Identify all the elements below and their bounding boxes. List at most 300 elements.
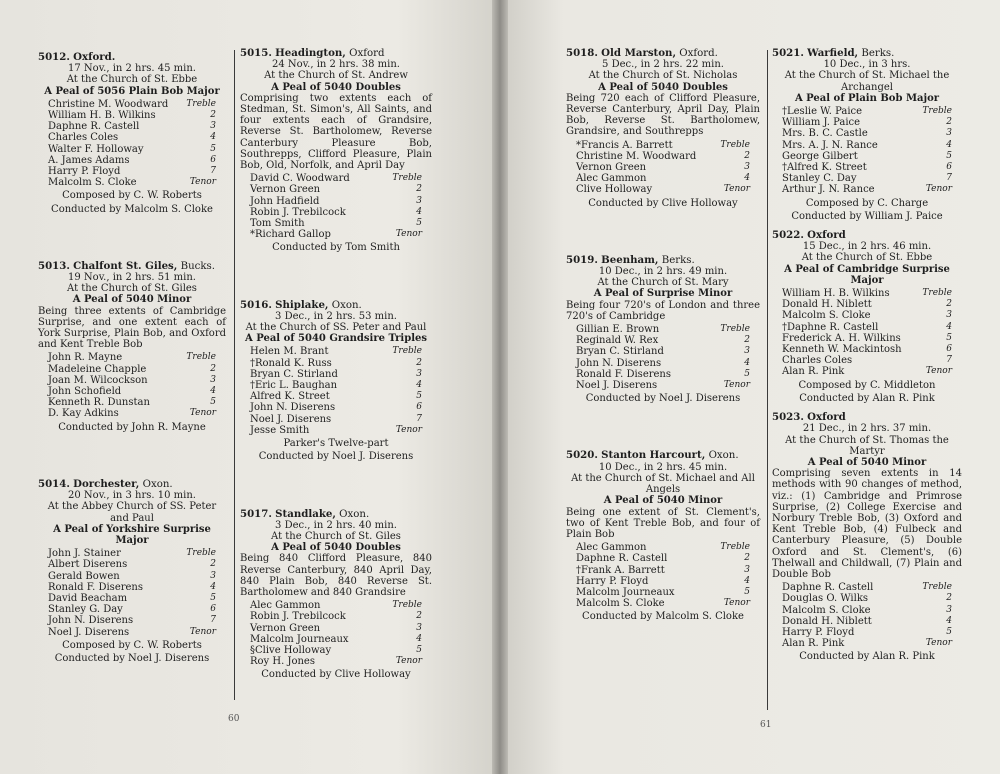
ringer-row xyxy=(772,162,962,173)
ringer-position: Tenor xyxy=(723,598,750,609)
ringer-position: 2 xyxy=(210,559,216,570)
ringer-name: Tom Smith xyxy=(250,218,305,230)
ringer-position: Treble xyxy=(392,346,422,357)
ringer-position: 4 xyxy=(946,321,952,332)
peal-entry xyxy=(240,509,432,681)
ringer-row xyxy=(772,627,962,638)
ringer-position: 5 xyxy=(744,368,750,379)
ringer-name: †Leslie W. Paice xyxy=(782,106,863,118)
peal-date: 24 Nov., in 2 hrs. 38 min. xyxy=(272,59,400,71)
ringer-position: 5 xyxy=(210,397,216,408)
ringer-position: 4 xyxy=(946,615,952,626)
composed-by: Composed by C. W. Roberts xyxy=(62,190,202,202)
ringer-row xyxy=(38,144,226,155)
ringer-row xyxy=(38,375,226,386)
ringer-position: 3 xyxy=(946,310,952,321)
ringer-position: 5 xyxy=(210,592,216,603)
ringer-position: 4 xyxy=(416,633,422,644)
ringer-position: 3 xyxy=(416,195,422,206)
ringer-name: Kenneth R. Dunstan xyxy=(48,397,150,409)
peal-date: 19 Nov., in 2 hrs. 51 min. xyxy=(68,272,196,284)
conducted-by: Conducted by Tom Smith xyxy=(272,242,400,254)
ringer-name: A. James Adams xyxy=(48,154,130,166)
ringer-name: Roy H. Jones xyxy=(250,656,315,668)
ringer-row xyxy=(38,121,226,132)
composed-by: Parker's Twelve-part xyxy=(283,438,389,450)
peal-date: 3 Dec., in 2 hrs. 40 min. xyxy=(275,519,397,531)
ringer-position: 4 xyxy=(744,357,750,368)
peal-church: At the Church of St. Ebbe xyxy=(66,74,198,86)
ringer-row xyxy=(38,548,226,559)
peal-title: A Peal of 5040 Doubles xyxy=(271,542,401,554)
ringer-row xyxy=(772,299,962,310)
peal-county: Bucks. xyxy=(180,260,215,272)
peal-number: 5016. xyxy=(240,298,272,311)
ringer-name: William J. Paice xyxy=(782,117,861,129)
ringer-name: Kenneth W. Mackintosh xyxy=(782,344,902,356)
ringer-name: †Alfred K. Street xyxy=(782,162,867,174)
ringer-row xyxy=(240,184,432,195)
conducted-by: Conducted by Clive Holloway xyxy=(261,669,411,681)
ringer-name: †Eric L. Baughan xyxy=(250,380,338,392)
conducted-by: Conducted by Noel J. Diserens xyxy=(54,652,210,664)
peal-county: Oxford. xyxy=(679,48,718,59)
column-2 xyxy=(240,48,432,681)
ringer-name: Joan M. Wilcockson xyxy=(48,374,148,386)
peal-title: A Peal of 5040 Minor xyxy=(603,495,723,507)
ringer-name: Charles Coles xyxy=(782,355,853,367)
ringer-row xyxy=(240,207,432,218)
ringer-position: 5 xyxy=(210,143,216,154)
ringer-position: Tenor xyxy=(925,184,952,195)
ringer-name: Malcolm Journeaux xyxy=(250,633,349,645)
column-3 xyxy=(566,48,760,623)
ringer-position: 2 xyxy=(416,184,422,195)
peal-title: A Peal of 5040 Grandsire Triples xyxy=(244,333,428,345)
ringer-row xyxy=(38,352,226,363)
ringer-position: 2 xyxy=(210,110,216,121)
ringer-row xyxy=(240,218,432,229)
ringer-position: 5 xyxy=(946,150,952,161)
ringer-row xyxy=(566,346,760,357)
ringer-row xyxy=(566,542,760,553)
peal-entry xyxy=(772,230,962,404)
composed-by: Composed by C. W. Roberts xyxy=(62,639,202,651)
ringer-name: Malcolm S. Cloke xyxy=(576,598,665,610)
peal-date: 3 Dec., in 2 hrs. 53 min. xyxy=(275,310,397,322)
ringer-row xyxy=(772,344,962,355)
ringer-row xyxy=(772,288,962,299)
ringer-row xyxy=(240,173,432,184)
peal-place: Old Marston, xyxy=(601,47,677,59)
peal-number: 5018. xyxy=(566,47,598,59)
ringer-list xyxy=(38,548,226,638)
composed-by: Composed by C. Middleton xyxy=(798,379,936,391)
ringer-list xyxy=(772,582,962,649)
ringer-list xyxy=(240,173,432,240)
ringer-row xyxy=(38,364,226,375)
ringer-position: 7 xyxy=(210,166,216,177)
ringer-position: 6 xyxy=(946,344,952,355)
composed-by: Composed by C. Charge xyxy=(805,197,929,209)
ringer-position: Tenor xyxy=(395,656,422,667)
peal-place: Oxford. xyxy=(73,51,116,63)
ringer-row xyxy=(240,623,432,634)
ringer-row xyxy=(240,358,432,369)
peal-date: 10 Dec., in 2 hrs. 49 min. xyxy=(598,266,728,278)
ringer-list xyxy=(38,99,226,189)
ringer-name: Frederick A. H. Wilkins xyxy=(782,332,901,344)
ringer-name: §Clive Holloway xyxy=(250,644,332,656)
entry-heading xyxy=(38,479,226,490)
ringer-row xyxy=(566,335,760,346)
ringer-position: 5 xyxy=(416,391,422,402)
ringer-row xyxy=(772,128,962,139)
peal-church: At the Church of SS. Peter and Paul xyxy=(245,322,427,334)
ringer-name: Vernon Green xyxy=(250,184,321,196)
ringer-list xyxy=(240,346,432,436)
peal-place: Shiplake, xyxy=(275,298,329,311)
ringer-position: 7 xyxy=(416,413,422,424)
ringer-name: Vernon Green xyxy=(250,622,321,634)
ringer-row xyxy=(772,605,962,616)
page-number-left: 60 xyxy=(228,714,240,724)
ringer-row xyxy=(38,166,226,177)
ringer-position: 3 xyxy=(744,346,750,357)
ringer-name: Noel J. Diserens xyxy=(576,380,658,392)
conducted-by: Conducted by Malcolm S. Cloke xyxy=(582,611,744,623)
ringer-name: Ronald F. Diserens xyxy=(48,581,144,593)
ringer-row xyxy=(240,645,432,656)
column-rule-right xyxy=(767,50,768,710)
ringer-name: Arthur J. N. Rance xyxy=(782,184,875,196)
peal-place: Oxford xyxy=(807,411,846,424)
ringer-name: Walter F. Holloway xyxy=(48,143,144,155)
ringer-row xyxy=(772,184,962,195)
peal-title: A Peal of 5040 Minor xyxy=(807,456,927,468)
ringer-name: Bryan C. Stirland xyxy=(576,346,664,358)
conducted-by: Conducted by Malcolm S. Cloke xyxy=(51,203,213,215)
entry-heading xyxy=(38,52,226,63)
peal-county: Oxon. xyxy=(339,508,370,520)
peal-date: 15 Dec., in 2 hrs. 46 min. xyxy=(802,241,932,253)
ringer-list xyxy=(240,600,432,667)
peal-entry xyxy=(566,450,760,622)
entry-heading xyxy=(772,48,962,59)
ringer-position: Tenor xyxy=(395,229,422,240)
ringer-name: Jesse Smith xyxy=(250,424,310,436)
ringer-position: 2 xyxy=(946,593,952,604)
ringer-name: D. Kay Adkins xyxy=(48,408,119,420)
ringer-name: John Schofield xyxy=(48,386,122,398)
ringer-list xyxy=(38,352,226,419)
ringer-position: Tenor xyxy=(925,638,952,649)
ringer-position: 5 xyxy=(416,644,422,655)
ringer-row xyxy=(566,151,760,162)
peal-title: A Peal of 5040 Doubles xyxy=(271,81,401,93)
ringer-row xyxy=(38,615,226,626)
peal-date: 10 Dec., in 2 hrs. 45 min. xyxy=(598,461,728,473)
peal-date: 17 Nov., in 2 hrs. 45 min. xyxy=(68,63,196,75)
peal-title: A Peal of 5040 Doubles xyxy=(598,81,728,93)
peal-entry xyxy=(38,261,226,433)
ringer-row xyxy=(772,593,962,604)
ringer-position: 4 xyxy=(210,581,216,592)
ringer-name: Daphne R. Castell xyxy=(576,553,668,565)
ringer-name: Ronald F. Diserens xyxy=(576,368,672,380)
ringer-name: Malcolm S. Cloke xyxy=(782,310,871,322)
ringer-name: John R. Mayne xyxy=(48,352,123,364)
entry-heading xyxy=(772,412,962,423)
ringer-position: 4 xyxy=(744,575,750,586)
ringer-list xyxy=(566,140,760,196)
ringer-row xyxy=(566,324,760,335)
ringer-position: 6 xyxy=(210,604,216,615)
ringer-row xyxy=(566,140,760,151)
peal-description: Being one extent of St. Clement's, two of Kent Treble Bob, and four of Plain Bob xyxy=(566,506,760,540)
book-gutter xyxy=(492,0,508,774)
peal-number: 5014. xyxy=(38,477,70,490)
ringer-position: 2 xyxy=(210,363,216,374)
ringer-position: 3 xyxy=(416,622,422,633)
ringer-row xyxy=(566,162,760,173)
ringer-name: †Frank A. Barrett xyxy=(576,564,665,576)
ringer-row xyxy=(38,386,226,397)
ringer-name: Christine M. Woodward xyxy=(576,150,697,162)
peal-title: A Peal of Yorkshire Surprise Major xyxy=(53,523,211,546)
peal-church: At the Abbey Church of SS. Peter and Paul xyxy=(47,501,217,524)
ringer-position: 2 xyxy=(744,553,750,564)
ringer-list xyxy=(566,324,760,391)
ringer-name: Malcolm Journeaux xyxy=(576,586,675,598)
ringer-position: Treble xyxy=(186,352,216,363)
ringer-name: Christine M. Woodward xyxy=(48,98,169,110)
ringer-row xyxy=(240,414,432,425)
ringer-position: Tenor xyxy=(395,424,422,435)
ringer-position: 3 xyxy=(744,564,750,575)
ringer-name: Alec Gammon xyxy=(576,173,647,185)
ringer-position: 4 xyxy=(416,380,422,391)
ringer-position: 2 xyxy=(416,357,422,368)
ringer-row xyxy=(772,355,962,366)
ringer-row xyxy=(240,634,432,645)
ringer-name: Stanley C. Day xyxy=(782,173,857,185)
ringer-position: Tenor xyxy=(925,366,952,377)
ringer-name: Alan R. Pink xyxy=(782,366,845,378)
entry-heading xyxy=(38,261,226,272)
ringer-name: Mrs. A. J. N. Rance xyxy=(782,139,878,151)
peal-entry xyxy=(240,48,432,254)
ringer-position: Treble xyxy=(922,582,952,593)
ringer-position: 6 xyxy=(946,162,952,173)
ringer-row xyxy=(38,132,226,143)
ringer-row xyxy=(772,366,962,377)
ringer-position: 3 xyxy=(744,162,750,173)
ringer-name: †Daphne R. Castell xyxy=(782,321,879,333)
ringer-position: 6 xyxy=(210,154,216,165)
peal-place: Beenham, xyxy=(601,253,659,266)
ringer-row xyxy=(566,358,760,369)
peal-title: A Peal of Cambridge Surprise Major xyxy=(784,263,950,286)
peal-number: 5012. xyxy=(38,51,70,63)
ringer-position: Treble xyxy=(186,98,216,109)
peal-entry xyxy=(38,479,226,664)
peal-entry xyxy=(772,412,962,662)
ringer-row xyxy=(772,117,962,128)
ringer-row xyxy=(38,110,226,121)
peal-church: At the Church of St. Mary xyxy=(597,277,729,289)
peal-title: A Peal of Surprise Minor xyxy=(593,288,733,300)
ringer-position: 3 xyxy=(416,368,422,379)
ringer-name: †Ronald K. Russ xyxy=(250,357,332,369)
ringer-name: Douglas O. Wilks xyxy=(782,593,869,605)
ringer-row xyxy=(38,408,226,419)
column-rule-left xyxy=(234,50,235,700)
ringer-name: Vernon Green xyxy=(576,162,647,174)
peal-place: Dorchester, xyxy=(73,477,140,490)
peal-description: Comprising seven extents in 14 methods with 90 changes of method, viz.: (1) Cambridge and Primrose Surprise, (2) College Exercise and Norbury Treble Bob, (3) Oxford and Kent Treble Bob, (4) Fulbeck and Canterbury Pleasure, (5) Double Oxford and St. Clement's, (6) Thelwall and Childwall, (7) Plain and Double Bob xyxy=(772,468,962,580)
peal-church: At the Church of St. Andrew xyxy=(264,70,408,82)
ringer-row xyxy=(566,587,760,598)
ringer-row xyxy=(38,582,226,593)
ringer-row xyxy=(772,106,962,117)
ringer-name: Robin J. Trebilcock xyxy=(250,611,346,623)
conducted-by: Conducted by Clive Holloway xyxy=(588,197,738,209)
ringer-name: John J. Stainer xyxy=(48,548,121,560)
ringer-position: 4 xyxy=(210,132,216,143)
ringer-row xyxy=(240,402,432,413)
ringer-position: Treble xyxy=(392,600,422,611)
ringer-row xyxy=(772,616,962,627)
ringer-position: 3 xyxy=(210,121,216,132)
ringer-position: 7 xyxy=(946,173,952,184)
peal-county: Berks. xyxy=(661,254,695,266)
ringer-position: 5 xyxy=(416,218,422,229)
peal-church: At the Church of St. Giles xyxy=(67,283,197,295)
ringer-position: Tenor xyxy=(189,408,216,419)
peal-place: Standlake, xyxy=(275,507,336,520)
ringer-position: Treble xyxy=(720,542,750,553)
ringer-row xyxy=(240,600,432,611)
page-number-right: 61 xyxy=(760,720,772,730)
ringer-row xyxy=(772,582,962,593)
ringer-name: Charles Coles xyxy=(48,132,119,144)
ringer-position: 2 xyxy=(946,299,952,310)
ringer-name: Bryan C. Stirland xyxy=(250,368,338,380)
ringer-position: Treble xyxy=(720,324,750,335)
ringer-name: *Francis A. Barrett xyxy=(576,139,673,151)
peal-number: 5023. xyxy=(772,411,804,424)
ringer-name: John N. Diserens xyxy=(250,402,336,414)
ringer-row xyxy=(38,593,226,604)
entry-heading xyxy=(772,230,962,241)
peal-place: Stanton Harcourt, xyxy=(601,449,706,462)
peal-place: Oxford xyxy=(807,229,846,242)
ringer-row xyxy=(772,310,962,321)
ringer-name: Harry P. Floyd xyxy=(576,575,649,587)
ringer-name: Daphne R. Castell xyxy=(782,582,874,594)
peal-church: At the Church of St. Thomas the Martyr xyxy=(785,434,949,457)
ringer-row xyxy=(38,397,226,408)
ringer-row xyxy=(772,322,962,333)
entry-heading xyxy=(566,48,760,59)
peal-entry xyxy=(240,300,432,463)
peal-description: Comprising two extents each of Stedman, St. Simon's, All Saints, and four extents each of Grandsire, Reverse St. Bartholomew, Reverse Canterbury Pleasure Bob, Southrepps, Clifford Pleasure, Plain Bob, Old, Norfolk, and April Day xyxy=(240,92,432,172)
peal-date: 21 Dec., in 2 hrs. 37 min. xyxy=(802,423,932,435)
ringer-position: 4 xyxy=(210,386,216,397)
peal-date: 5 Dec., in 2 hrs. 22 min. xyxy=(602,59,724,71)
peal-description: Being four 720's of London and three 720's of Cambridge xyxy=(566,299,760,322)
ringer-row xyxy=(566,553,760,564)
conducted-by: Conducted by Noel J. Diserens xyxy=(585,393,741,405)
ringer-position: Tenor xyxy=(189,626,216,637)
ringer-row xyxy=(566,598,760,609)
ringer-name: Clive Holloway xyxy=(576,184,653,196)
ringer-position: 5 xyxy=(946,332,952,343)
ringer-name: Reginald W. Rex xyxy=(576,335,659,347)
ringer-name: Helen M. Brant xyxy=(250,346,329,358)
ringer-position: Treble xyxy=(922,106,952,117)
ringer-row xyxy=(240,656,432,667)
ringer-list xyxy=(566,542,760,609)
ringer-list xyxy=(772,288,962,378)
peal-number: 5013. xyxy=(38,259,70,272)
peal-title: A Peal of Plain Bob Major xyxy=(794,92,940,104)
ringer-position: 2 xyxy=(416,611,422,622)
ringer-name: David Beacham xyxy=(48,592,128,604)
peal-number: 5017. xyxy=(240,507,272,520)
ringer-position: 4 xyxy=(416,206,422,217)
peal-date: 20 Nov., in 3 hrs. 10 min. xyxy=(68,490,196,502)
entry-heading xyxy=(240,300,432,311)
ringer-name: *Richard Gallop xyxy=(250,229,331,241)
ringer-position: Treble xyxy=(720,139,750,150)
ringer-name: Harry P. Floyd xyxy=(48,166,121,178)
peal-church: At the Church of St. Giles xyxy=(271,530,401,542)
ringer-name: John Hadfield xyxy=(250,195,320,207)
ringer-position: Treble xyxy=(922,288,952,299)
ringer-position: 3 xyxy=(210,374,216,385)
ringer-row xyxy=(240,391,432,402)
peal-number: 5019. xyxy=(566,253,598,266)
ringer-position: 3 xyxy=(210,570,216,581)
entry-heading xyxy=(240,48,432,59)
peal-number: 5021. xyxy=(772,47,804,59)
ringer-name: Albert Diserens xyxy=(48,559,128,571)
ringer-row xyxy=(772,333,962,344)
peal-date: 10 Dec., in 3 hrs. xyxy=(823,59,911,71)
ringer-position: 4 xyxy=(744,173,750,184)
ringer-row xyxy=(772,638,962,649)
peal-place: Chalfont St. Giles, xyxy=(73,259,178,272)
ringer-position: 5 xyxy=(744,586,750,597)
ringer-position: 3 xyxy=(946,604,952,615)
ringer-position: 2 xyxy=(744,150,750,161)
entry-heading xyxy=(566,450,760,461)
ringer-name: Malcolm S. Cloke xyxy=(48,177,137,189)
conducted-by: Conducted by Noel J. Diserens xyxy=(258,451,414,463)
ringer-position: 7 xyxy=(946,355,952,366)
ringer-row xyxy=(566,173,760,184)
ringer-name: Gerald Bowen xyxy=(48,570,120,582)
ringer-name: Gillian E. Brown xyxy=(576,324,660,336)
peal-county: Oxford xyxy=(349,48,385,59)
ringer-name: Alan R. Pink xyxy=(782,638,845,650)
ringer-row xyxy=(566,369,760,380)
ringer-name: Noel J. Diserens xyxy=(48,626,130,638)
ringer-row xyxy=(772,151,962,162)
ringer-name: Donald H. Niblett xyxy=(782,615,872,627)
